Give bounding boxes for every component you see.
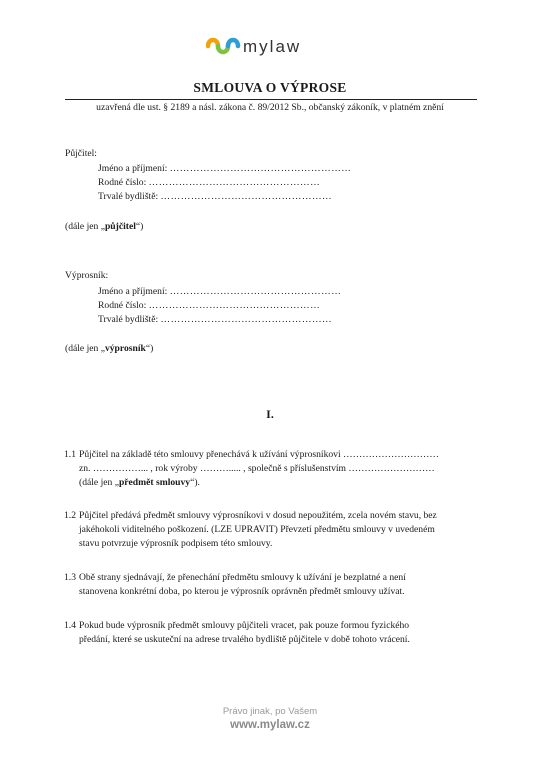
borrower-alias-term: výprosník bbox=[104, 343, 146, 354]
borrower-id-dots: …………………………………………… bbox=[148, 300, 321, 311]
borrower-name-dots: …………………………………………… bbox=[169, 286, 342, 297]
clause-line: předání, které se uskuteční na adrese trvalého bydliště půjčitele v době tohoto vrácení. bbox=[79, 634, 410, 645]
lender-alias-term: půjčitel bbox=[104, 221, 136, 232]
borrower-address-dots: …………………………………………… bbox=[160, 314, 333, 325]
lender-name-row bbox=[98, 163, 351, 174]
lender-name-dots: ……………………………………………… bbox=[169, 163, 352, 174]
clause-number: 1.2 bbox=[64, 510, 76, 521]
lender-alias bbox=[65, 221, 143, 232]
clause-line: stanovena konkrétní doba, po kterou je výprosník oprávněn předmět smlouvy užívat. bbox=[79, 586, 405, 597]
borrower-alias-suffix: “) bbox=[145, 343, 154, 354]
clause-1-4 bbox=[64, 619, 484, 647]
borrower-id-row bbox=[98, 300, 320, 311]
borrower-address-row bbox=[98, 314, 332, 325]
mylaw-logo bbox=[206, 34, 338, 62]
document-title: SMLOUVA O VÝPROSE bbox=[193, 80, 347, 95]
clause-line: jakéhokoli viditelného poškození. (LZE UPRAVIT) Převzetí předmětu smlouvy v uvedeném bbox=[79, 524, 435, 535]
clause-line: Obě strany sjednávají, že přenechání předmětu smlouvy k užívání je bezplatné a není bbox=[79, 572, 406, 583]
lender-alias-suffix: “) bbox=[135, 221, 144, 232]
borrower-name-row bbox=[98, 286, 341, 297]
clause-number: 1.4 bbox=[64, 620, 76, 631]
clause-line: Půjčitel předává předmět smlouvy výprosníkovi v dosud nepoužitém, zcela novém stavu, bez bbox=[79, 510, 437, 521]
lender-address-label: Trvalé bydliště: bbox=[98, 191, 159, 202]
borrower-name-label: Jméno a příjmení: bbox=[98, 286, 168, 297]
clause-1-3 bbox=[64, 571, 484, 599]
lender-address-row bbox=[98, 191, 332, 202]
lender-name-label: Jméno a příjmení: bbox=[98, 163, 168, 174]
document-subtitle: uzavřená dle ust. § 2189 a násl. zákona č. 89/2012 Sb., občanský zákoník, v platném znění bbox=[96, 102, 444, 113]
mylaw-logo-mark bbox=[206, 34, 246, 60]
clause-number: 1.1 bbox=[64, 449, 76, 460]
clause-number: 1.3 bbox=[64, 572, 76, 583]
borrower-id-label: Rodné číslo: bbox=[98, 300, 147, 311]
borrower-address-label: Trvalé bydliště: bbox=[98, 314, 159, 325]
lender-id-dots: …………………………………………… bbox=[148, 177, 321, 188]
clause-1-1 bbox=[64, 448, 484, 490]
clause-1-2 bbox=[64, 509, 484, 551]
clause-line: Půjčitel na základě této smlouvy přenechává k užívání výprosníkovi ………………………… bbox=[79, 449, 439, 460]
borrower-alias-prefix: (dále jen „ bbox=[65, 343, 105, 354]
clause-line: zn. ……………... , rok výroby ………..... , společně s příslušenstvím ……………………… bbox=[79, 463, 435, 474]
lender-address-dots: …………………………………………… bbox=[160, 191, 333, 202]
clause-alias-term: předmět smlouvy bbox=[118, 477, 191, 488]
title-divider bbox=[65, 99, 477, 100]
section-number: I. bbox=[266, 407, 274, 421]
lender-alias-prefix: (dále jen „ bbox=[65, 221, 105, 232]
clause-alias-suffix: “). bbox=[190, 477, 200, 488]
clause-line: stavu potvrzuje výprosník podpisem této smlouvy. bbox=[79, 538, 273, 549]
lender-heading: Půjčitel: bbox=[65, 148, 97, 159]
clause-line: Pokud bude výprosník předmět smlouvy půjčiteli vracet, pak pouze formou fyzického bbox=[79, 620, 410, 631]
logo-text: mylaw bbox=[243, 37, 302, 56]
footer-url[interactable]: www.mylaw.cz bbox=[230, 719, 310, 731]
borrower-heading: Výprosník: bbox=[65, 270, 109, 281]
lender-id-label: Rodné číslo: bbox=[98, 177, 147, 188]
clause-line bbox=[79, 476, 484, 490]
lender-id-row bbox=[98, 177, 320, 188]
footer-slogan: Právo jinak, po Vašem bbox=[222, 706, 318, 717]
borrower-alias bbox=[65, 343, 153, 354]
clause-alias-prefix: (dále jen „ bbox=[79, 477, 119, 488]
